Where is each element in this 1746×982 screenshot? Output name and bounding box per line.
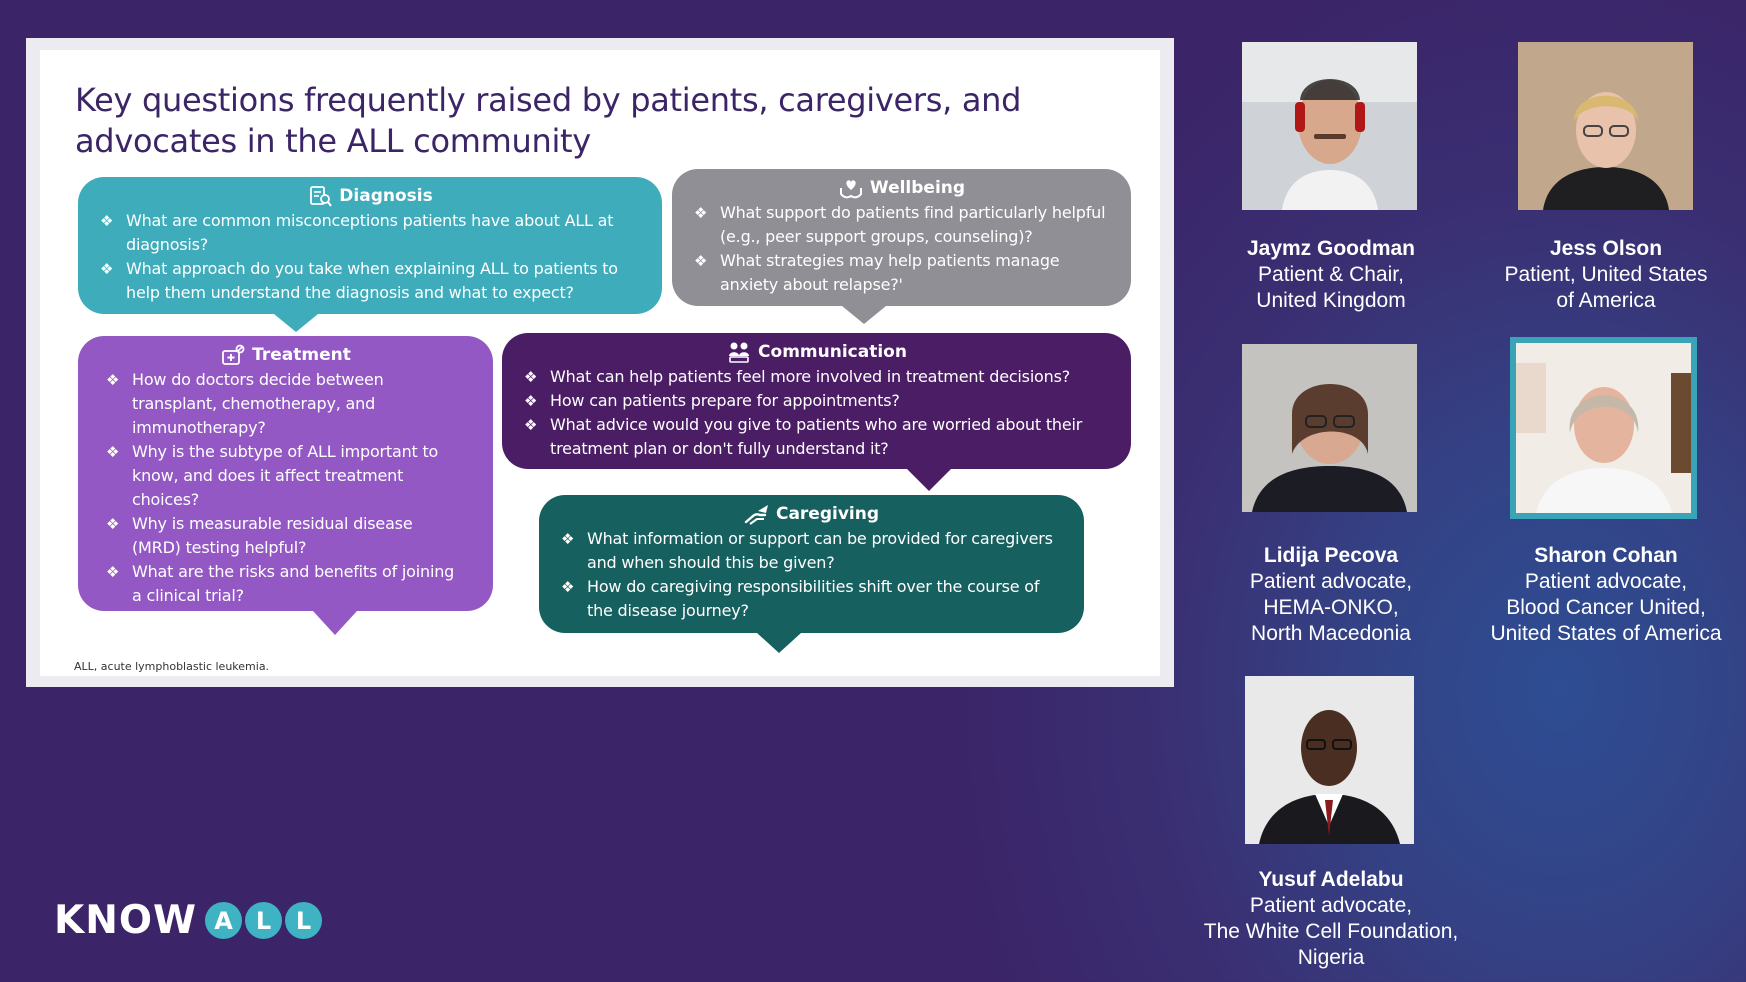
treatment-bubble — [78, 336, 493, 611]
wellbeing-bubble — [672, 169, 1131, 306]
knowall-logo — [54, 898, 322, 943]
diagnosis-question: ❖ What approach do you take when explaining ALL to patients to help them understand the diagnosis and what to expect? — [100, 257, 640, 305]
participant-label — [1461, 543, 1746, 647]
participant-role: of America — [1556, 289, 1656, 312]
participant-name: Jess Olson — [1549, 237, 1663, 260]
caregiving-icon — [744, 502, 770, 526]
communication-bubble — [502, 333, 1131, 469]
diagnosis-question: ❖ What are common misconceptions patients have about ALL at diagnosis? — [100, 209, 640, 257]
participant-role: Patient advocate, — [1249, 894, 1413, 917]
diagnosis-bubble — [78, 177, 662, 314]
participant-label — [1461, 236, 1746, 314]
participant-role: Patient, United States — [1504, 263, 1708, 286]
caregiving-heading: Caregiving — [775, 504, 880, 524]
participant-name: Sharon Cohan — [1534, 544, 1678, 567]
logo-circle-letter: L — [285, 902, 322, 939]
treatment-heading: Treatment — [252, 345, 351, 365]
logo-circle-letter: L — [245, 902, 282, 939]
participant-video — [1245, 676, 1414, 844]
video-tile-jaymz-goodman[interactable] — [1242, 42, 1417, 210]
participant-role: Patient advocate, — [1524, 570, 1688, 593]
communication-question: ❖ What advice would you give to patients who are worried about their treatment plan or don't fully understand it? — [524, 413, 1109, 461]
participant-video — [1518, 42, 1693, 210]
video-tile-yusuf-adelabu[interactable] — [1245, 676, 1414, 844]
treatment-question: ❖ Why is the subtype of ALL important to know, and does it affect treatment choices? — [106, 440, 463, 512]
participant-video — [1242, 344, 1417, 512]
participant-label — [1186, 236, 1476, 314]
video-tile-jess-olson[interactable] — [1518, 42, 1693, 210]
participant-role: Blood Cancer United, — [1506, 596, 1706, 619]
wellbeing-question: ❖ What strategies may help patients manage anxiety about relapse?' — [694, 249, 1109, 297]
communication-question: ❖ How can patients prepare for appointments? — [524, 389, 1109, 413]
treatment-question: ❖ What are the risks and benefits of joining a clinical trial? — [106, 560, 463, 608]
communication-question: ❖ What can help patients feel more involved in treatment decisions? — [524, 365, 1109, 389]
slide-title: Key questions frequently raised by patients, caregivers, and advocates in the ALL community — [75, 81, 1022, 160]
participant-role: The White Cell Foundation, — [1203, 920, 1459, 943]
treatment-icon — [220, 343, 246, 367]
slide-footnote: ALL, acute lymphoblastic leukemia. — [74, 660, 270, 673]
participant-role: North Macedonia — [1251, 622, 1411, 645]
participant-role: United States of America — [1490, 622, 1722, 645]
logo-circle-letter: A — [205, 902, 242, 939]
caregiving-bubble — [539, 495, 1084, 633]
video-tile-lidija-pecova[interactable] — [1242, 344, 1417, 512]
communication-heading: Communication — [758, 342, 907, 362]
participant-name: Jaymz Goodman — [1246, 237, 1416, 260]
participant-role: Nigeria — [1297, 946, 1365, 969]
diagnosis-icon — [307, 184, 333, 208]
participant-label — [1186, 867, 1476, 971]
participant-role: Patient advocate, — [1249, 570, 1413, 593]
communication-icon — [726, 340, 752, 364]
treatment-question: ❖ Why is measurable residual disease (MRD) testing helpful? — [106, 512, 463, 560]
participant-role: HEMA-ONKO, — [1263, 596, 1399, 619]
wellbeing-icon — [838, 176, 864, 200]
participant-name: Lidija Pecova — [1263, 544, 1399, 567]
caregiving-question: ❖ How do caregiving responsibilities shift over the course of the disease journey? — [561, 575, 1062, 623]
wellbeing-question: ❖ What support do patients find particularly helpful (e.g., peer support groups, counseling)? — [694, 201, 1109, 249]
participant-label — [1186, 543, 1476, 647]
participant-video — [1516, 343, 1691, 513]
participant-role: Patient & Chair, — [1258, 263, 1404, 286]
video-tile-sharon-cohan[interactable] — [1516, 343, 1691, 513]
participant-video — [1242, 42, 1417, 210]
treatment-question: ❖ How do doctors decide between transplant, chemotherapy, and immunotherapy? — [106, 368, 463, 440]
participant-name: Yusuf Adelabu — [1258, 868, 1404, 891]
diagnosis-heading: Diagnosis — [339, 186, 433, 206]
caregiving-question: ❖ What information or support can be provided for caregivers and when should this be given? — [561, 527, 1062, 575]
logo-wordmark: KNOW — [54, 898, 198, 943]
wellbeing-heading: Wellbeing — [869, 178, 966, 198]
participant-role: United Kingdom — [1256, 289, 1406, 312]
